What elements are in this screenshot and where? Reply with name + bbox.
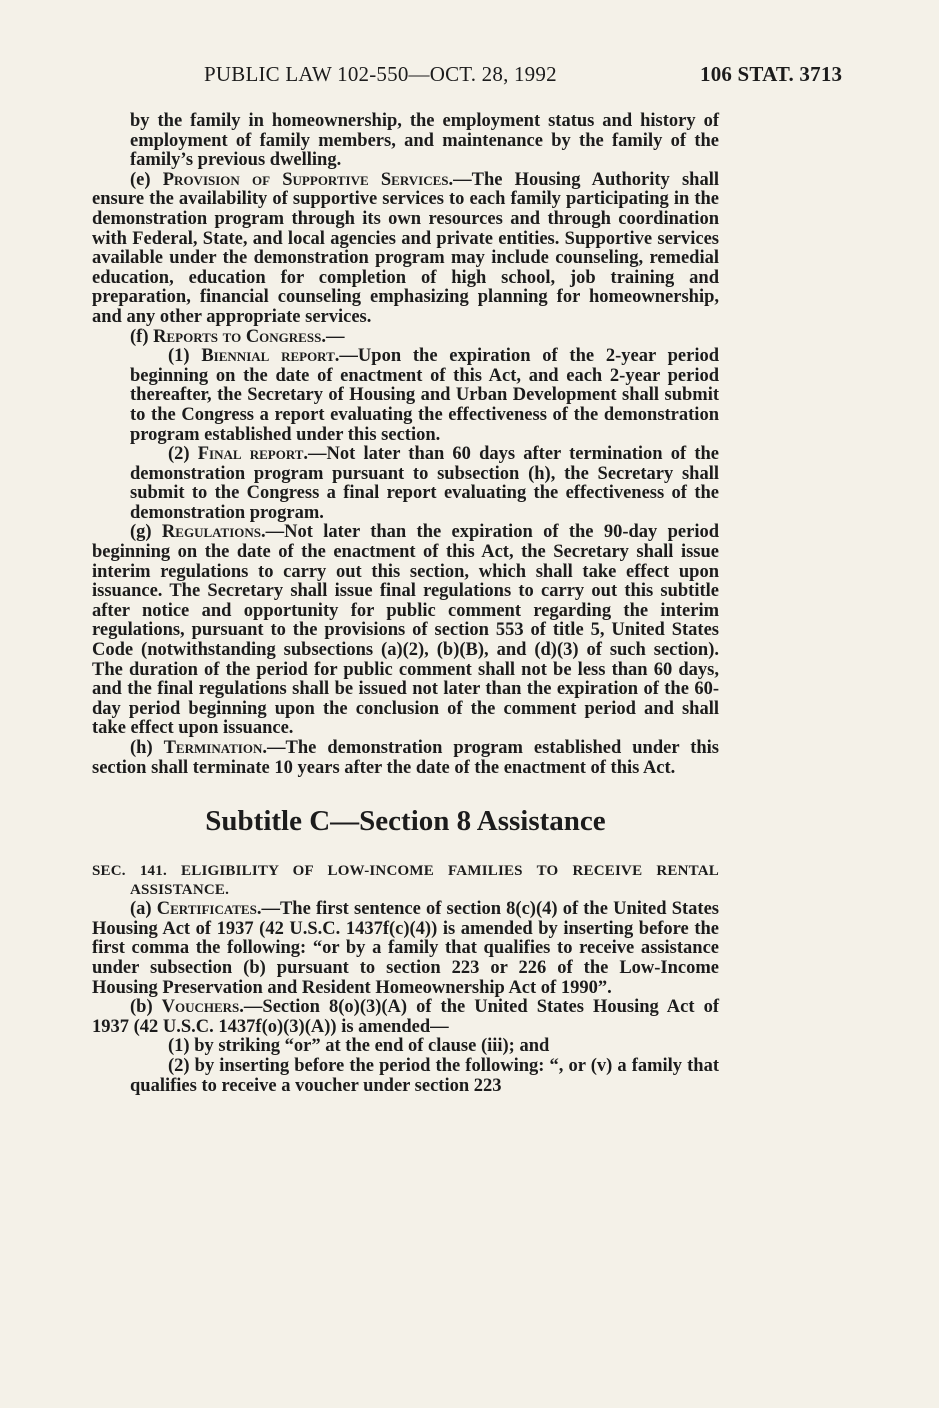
paragraph-text: — bbox=[325, 326, 345, 347]
paragraph-a bbox=[92, 900, 719, 998]
paragraph-label: (h) bbox=[130, 738, 164, 758]
paragraph-heading: Vouchers. bbox=[161, 997, 244, 1018]
paragraph-b1: (1) by striking “or” at the end of clause (iii); and bbox=[168, 1036, 550, 1057]
paragraph-label: (a) bbox=[130, 899, 157, 920]
document-body bbox=[92, 112, 719, 1096]
paragraph-text: —Upon the expiration of the 2-year period beginning on the date of enactment of this Act, and each 2-year period thereafter, the Secretary of Housing and Urban Development shall submit to the Congress a report evaluating the effectiveness of the demonstration program established under this section. bbox=[130, 346, 720, 445]
paragraph-b2: (2) by inserting before the period the following: “, or (v) a family that qualifies to receive a voucher under section 223 bbox=[130, 1055, 719, 1096]
paragraph-f1 bbox=[92, 347, 719, 445]
paragraph-e bbox=[92, 171, 719, 328]
paragraph-h bbox=[92, 739, 719, 778]
running-header bbox=[0, 62, 939, 92]
paragraph-g bbox=[92, 523, 719, 739]
section-heading: SEC. 141. ELIGIBILITY OF LOW-INCOME FAMILIES TO RECEIVE RENTAL ASSISTANCE. bbox=[92, 863, 719, 899]
paragraph-label: (2) bbox=[168, 444, 198, 465]
paragraph-text: —Not later than 60 days after termination of the demonstration program pursuant to subsection (h), the Secretary shall submit to the Congress a final report evaluating the effectiveness of the demonstration program. bbox=[130, 444, 719, 523]
paragraph-heading: Termination. bbox=[163, 738, 267, 758]
paragraph-heading: Final report. bbox=[197, 444, 309, 465]
paragraph-b bbox=[92, 998, 719, 1037]
page-number: 106 STAT. 3713 bbox=[700, 62, 843, 86]
paragraph-f2 bbox=[92, 445, 719, 523]
paragraph-continued: by the family in homeownership, the employment status and history of employment of family members, and maintenance by the family of the family’s previous dwelling. bbox=[130, 111, 719, 171]
subtitle-heading: Subtitle C—Section 8 Assistance bbox=[205, 805, 606, 838]
paragraph-f bbox=[92, 328, 719, 348]
paragraph-label: (g) bbox=[130, 522, 162, 543]
paragraph-heading: Reports to Congress. bbox=[153, 326, 326, 347]
paragraph-label: (e) bbox=[130, 169, 163, 190]
paragraph-text: —Section 8(o)(3)(A) of the United States Housing Act of 1937 (42 U.S.C. 1437f(o)(3)(A)) is amended— bbox=[92, 997, 719, 1037]
paragraph-text: —The Housing Authority shall ensure the availability of supportive services to each family participating in the demonstration program through its own resources and through coordination with Federal, State, and local agencies and private entities. Supportive services available under the demonstration program may include counseling, remedial education, education for completion of high school, job training and preparation, financial counseling emphasizing planning for homeownership, and any other appropriate services. bbox=[92, 169, 719, 327]
paragraph-text: —Not later than the expiration of the 90-day period beginning on the date of the enactment of this Act, the Secretary shall issue interim regulations to carry out this section, which shall take effect upon issuance. The Secretary shall issue final regulations to carry out this subtitle after notice and opportunity for public comment regarding the interim regulations, pursuant to the provisions of section 553 of title 5, United States Code (notwithstanding subsections (a)(2), (b)(B), and (d)(3) of such section). The duration of the period for public comment shall not be less than 60 days, and the final regulations shall be issued not later than the expiration of the 60-day period beginning upon the conclusion of the comment period and shall take effect upon issuance. bbox=[92, 522, 719, 739]
paragraph-heading: Regulations. bbox=[161, 522, 266, 543]
header-title: PUBLIC LAW 102-550—OCT. 28, 1992 bbox=[204, 62, 557, 86]
paragraph-heading: Provision of Supportive Services. bbox=[162, 169, 454, 190]
paragraph-heading: Certificates. bbox=[156, 899, 262, 920]
paragraph-text: —The demonstration program established under this section shall terminate 10 years after the date of the enactment of this Act. bbox=[92, 738, 719, 778]
paragraph-label: (f) bbox=[130, 326, 154, 347]
paragraph-heading: Biennial report. bbox=[201, 346, 340, 367]
paragraph-text: —The first sentence of section 8(c)(4) of the United States Housing Act of 1937 (42 U.S.C. 1437f(c)(4)) is amended by inserting before the first comma the following: “or by a family that qualifies to receive assistance under subsection (b) pursuant to section 223 or 226 of the Low-Income Housing Preservation and Resident Homeownership Act of 1990”. bbox=[92, 899, 719, 998]
paragraph-label: (b) bbox=[130, 997, 162, 1018]
paragraph-label: (1) bbox=[168, 346, 202, 367]
